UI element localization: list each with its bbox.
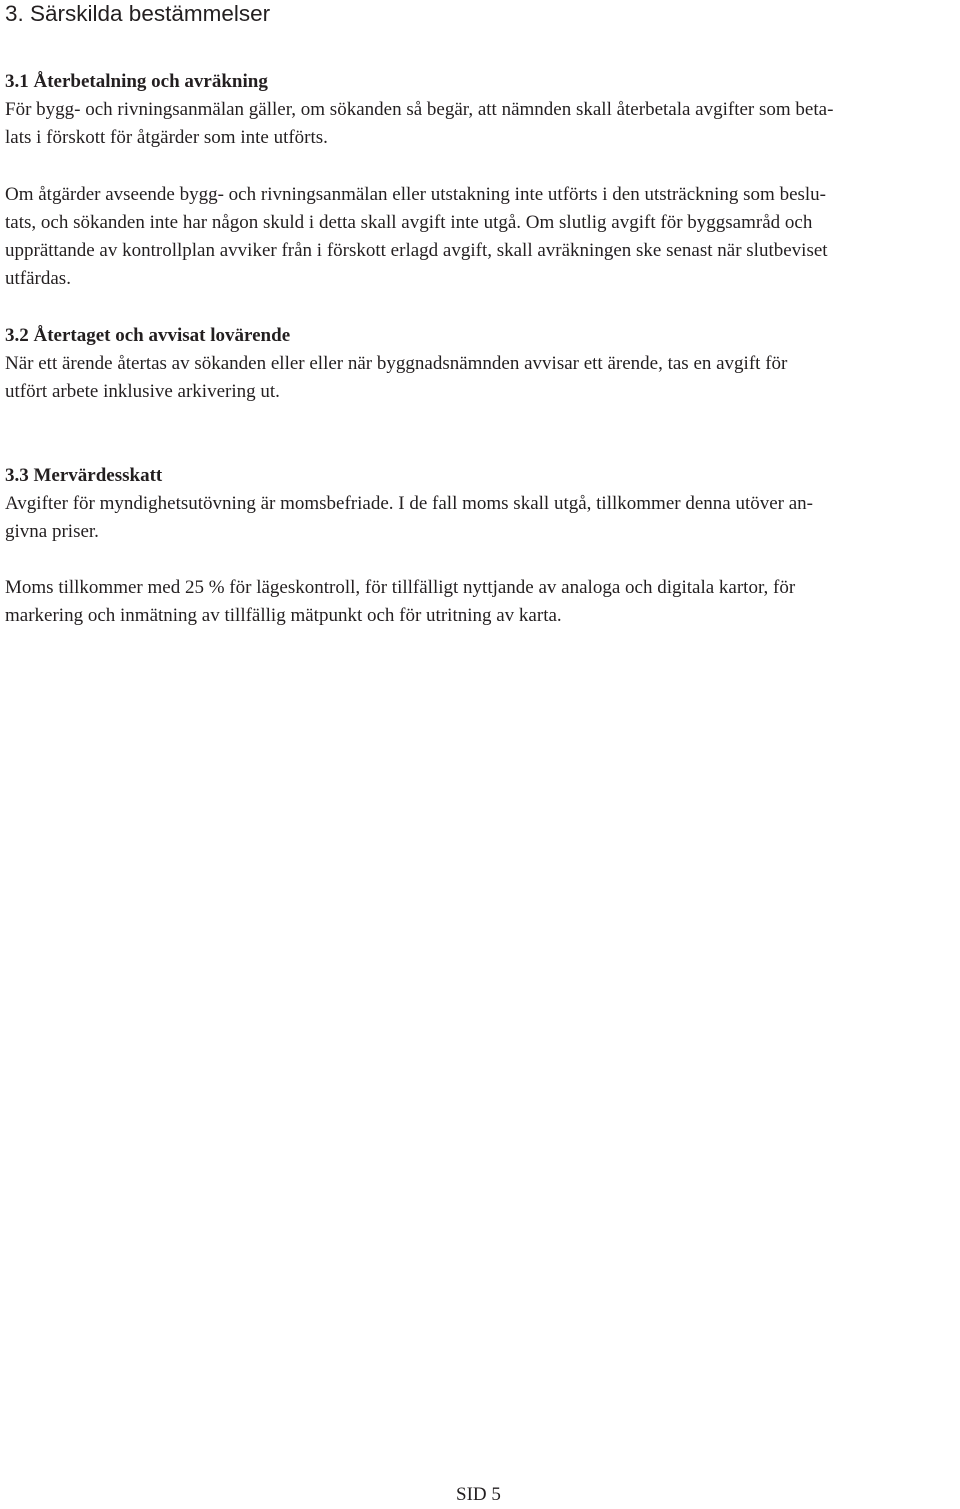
page-number: SID 5 xyxy=(456,1484,501,1505)
section-heading xyxy=(5,462,945,490)
paragraph xyxy=(5,350,945,406)
paragraph-line: Om åtgärder avseende bygg- och rivningsanmälan eller utstakning inte utförts i den utsträckning som beslu- xyxy=(5,184,827,205)
paragraph xyxy=(5,96,945,152)
page-title: 3. Särskilda bestämmelser xyxy=(5,1,271,26)
paragraph-line: När ett ärende återtas av sökanden eller eller när byggnadsnämnden avvisar ett ärende, tas en avgift för xyxy=(5,353,788,374)
paragraph-line: tats, och sökanden inte har någon skuld i detta skall avgift inte utgå. Om slutlig avgift för byggsamråd och xyxy=(5,212,813,233)
paragraph xyxy=(5,490,945,546)
section-heading-text: 3.1 Återbetalning och avräkning xyxy=(5,71,268,92)
section-heading xyxy=(5,68,945,96)
section-heading-text: 3.2 Återtaget och avvisat lovärende xyxy=(5,325,291,346)
paragraph xyxy=(5,574,945,630)
section-heading-text: 3.3 Mervärdesskatt xyxy=(5,465,163,486)
paragraph-line: utfört arbete inklusive arkivering ut. xyxy=(5,381,280,402)
paragraph-line: utfärdas. xyxy=(5,268,71,289)
paragraph-line: För bygg- och rivningsanmälan gäller, om sökanden så begär, att nämnden skall återbetala avgifter som beta- xyxy=(5,99,834,120)
section-heading xyxy=(5,322,945,350)
paragraph-line: Moms tillkommer med 25 % för lägeskontroll, för tillfälligt nyttjande av analoga och digitala kartor, för xyxy=(5,577,796,598)
paragraph-line: markering och inmätning av tillfällig mätpunkt och för utritning av karta. xyxy=(5,605,562,626)
paragraph-line: Avgifter för myndighetsutövning är momsbefriade. I de fall moms skall utgå, tillkommer denna utöver an- xyxy=(5,493,814,514)
paragraph-line: lats i förskott för åtgärder som inte utförts. xyxy=(5,127,328,148)
paragraph-line: givna priser. xyxy=(5,521,99,542)
paragraph xyxy=(5,181,945,293)
paragraph-line: upprättande av kontrollplan avviker från i förskott erlagd avgift, skall avräkningen ske senast när slutbeviset xyxy=(5,240,828,261)
